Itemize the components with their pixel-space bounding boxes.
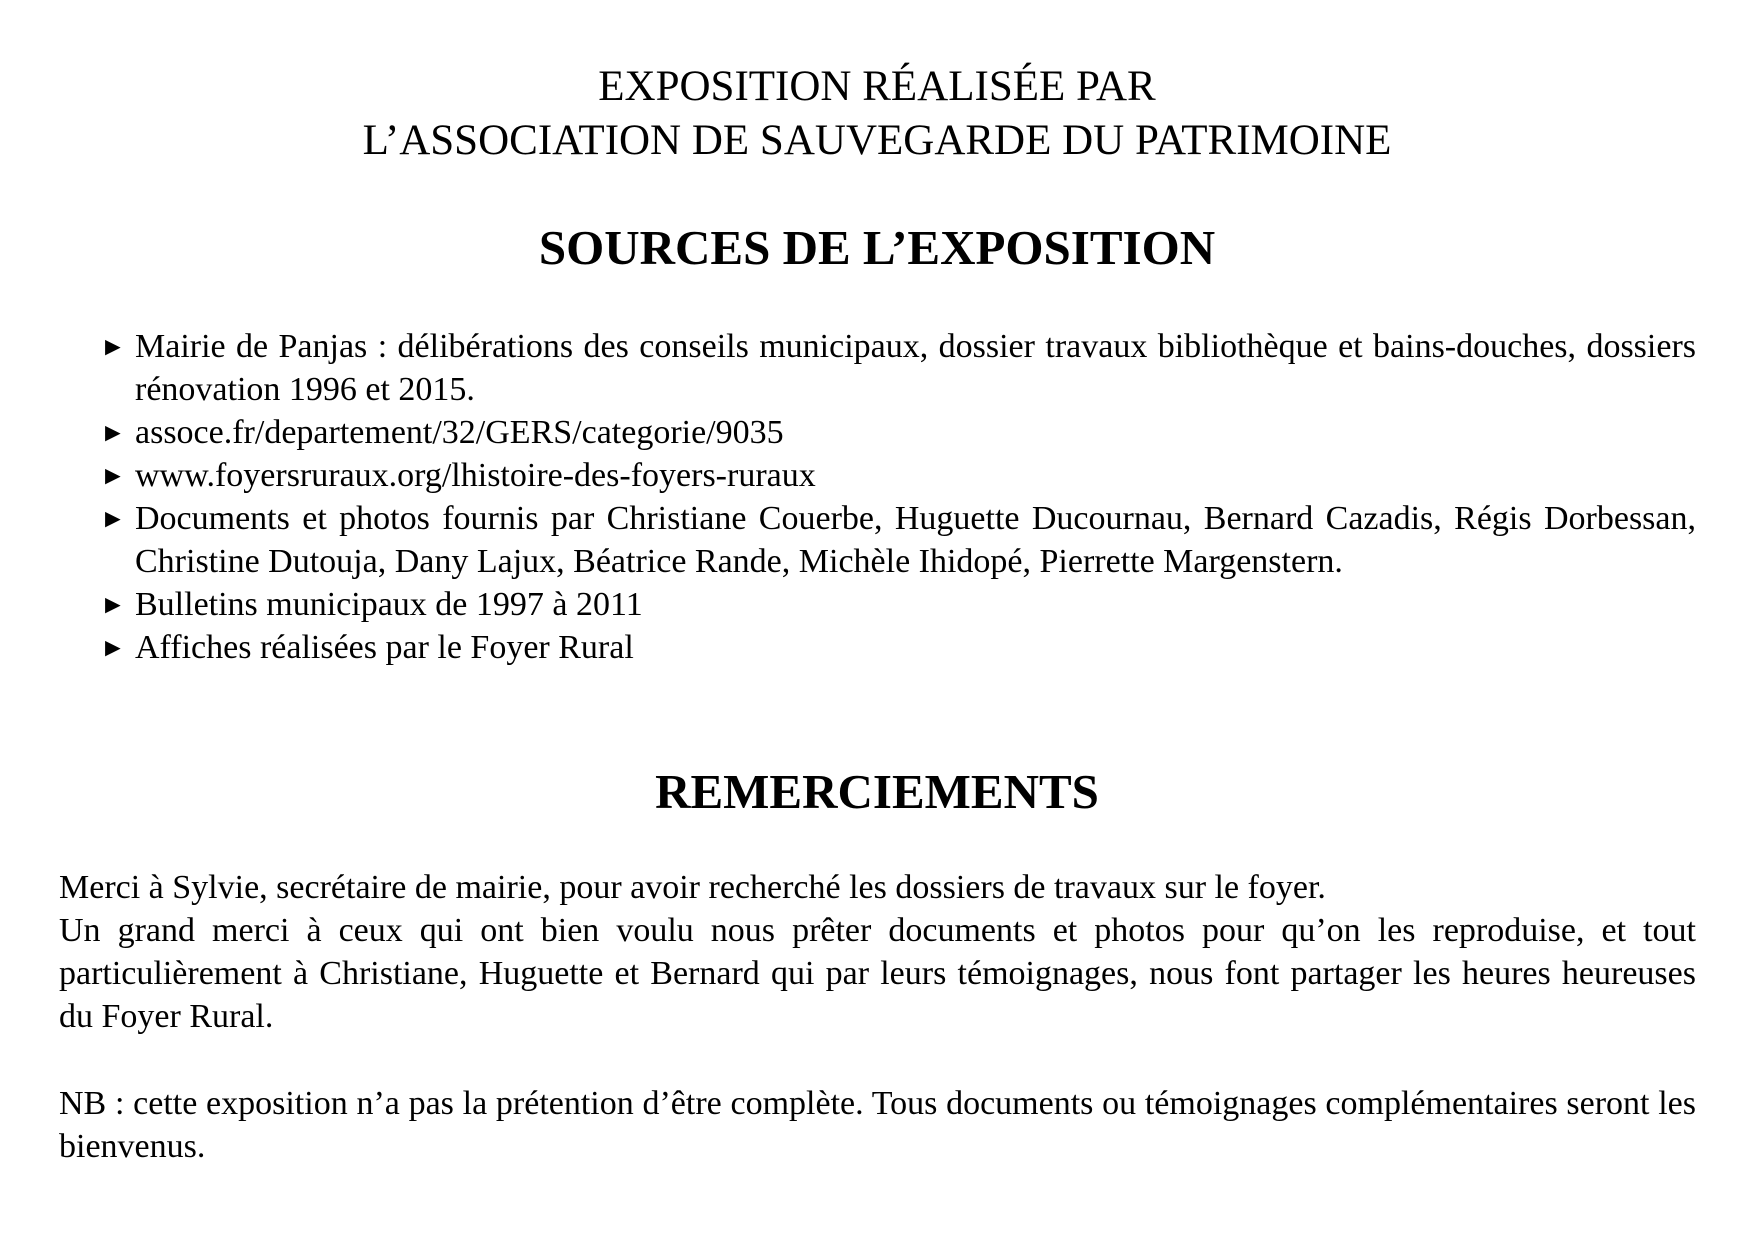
source-item-text: www.foyersruraux.org/lhistoire-des-foyers-ruraux — [135, 457, 816, 494]
source-item-text: Affiches réalisées par le Foyer Rural — [135, 629, 634, 666]
nb-note — [59, 1082, 1696, 1168]
source-item — [100, 626, 1696, 669]
source-item — [100, 454, 1696, 497]
header-line-1: EXPOSITION RÉALISÉE PAR — [598, 63, 1156, 110]
sources-title: SOURCES DE L’EXPOSITION — [538, 220, 1216, 275]
triangle-bullet-icon: ► — [100, 461, 126, 490]
source-item — [100, 497, 1696, 583]
thanks-body — [59, 866, 1696, 1038]
thanks-paragraph-2: Un grand merci à ceux qui ont bien voulu nous prêter documents et photos pour qu’on les reproduise, et tout particulièrement à Christiane, Huguette et Bernard qui par leurs témoignages, nous font partager les heures heureuses du Foyer Rural. — [59, 912, 1696, 1035]
triangle-bullet-icon: ► — [100, 633, 126, 662]
sources-list — [100, 325, 1696, 669]
nb-note-text: NB : cette exposition n’a pas la prétention d’être complète. Tous documents ou témoignages complémentaires seront les bienvenus. — [59, 1085, 1696, 1165]
exhibition-header — [0, 60, 1754, 168]
triangle-bullet-icon: ► — [100, 504, 126, 533]
triangle-bullet-icon: ► — [100, 590, 126, 619]
source-item-text: Mairie de Panjas : délibérations des conseils municipaux, dossier travaux bibliothèque et bains-douches, dossiers rénovation 1996 et 2015. — [135, 328, 1696, 408]
header-line-2: L’ASSOCIATION DE SAUVEGARDE DU PATRIMOINE — [362, 117, 1392, 164]
source-item — [100, 411, 1696, 454]
thanks-paragraph-1: Merci à Sylvie, secrétaire de mairie, pour avoir recherché les dossiers de travaux sur le foyer. — [59, 869, 1326, 906]
source-item-text: Bulletins municipaux de 1997 à 2011 — [135, 586, 643, 623]
triangle-bullet-icon: ► — [100, 418, 126, 447]
source-item — [100, 325, 1696, 411]
source-item-text: assoce.fr/departement/32/GERS/categorie/9035 — [135, 414, 784, 451]
triangle-bullet-icon: ► — [100, 332, 126, 361]
thanks-title: REMERCIEMENTS — [655, 764, 1099, 819]
source-item — [100, 583, 1696, 626]
source-item-text: Documents et photos fournis par Christiane Couerbe, Huguette Ducournau, Bernard Cazadis, Régis Dorbessan, Christine Dutouja, Dany Lajux, Béatrice Rande, Michèle Ihidopé, Pierrette Margenstern. — [135, 500, 1696, 580]
